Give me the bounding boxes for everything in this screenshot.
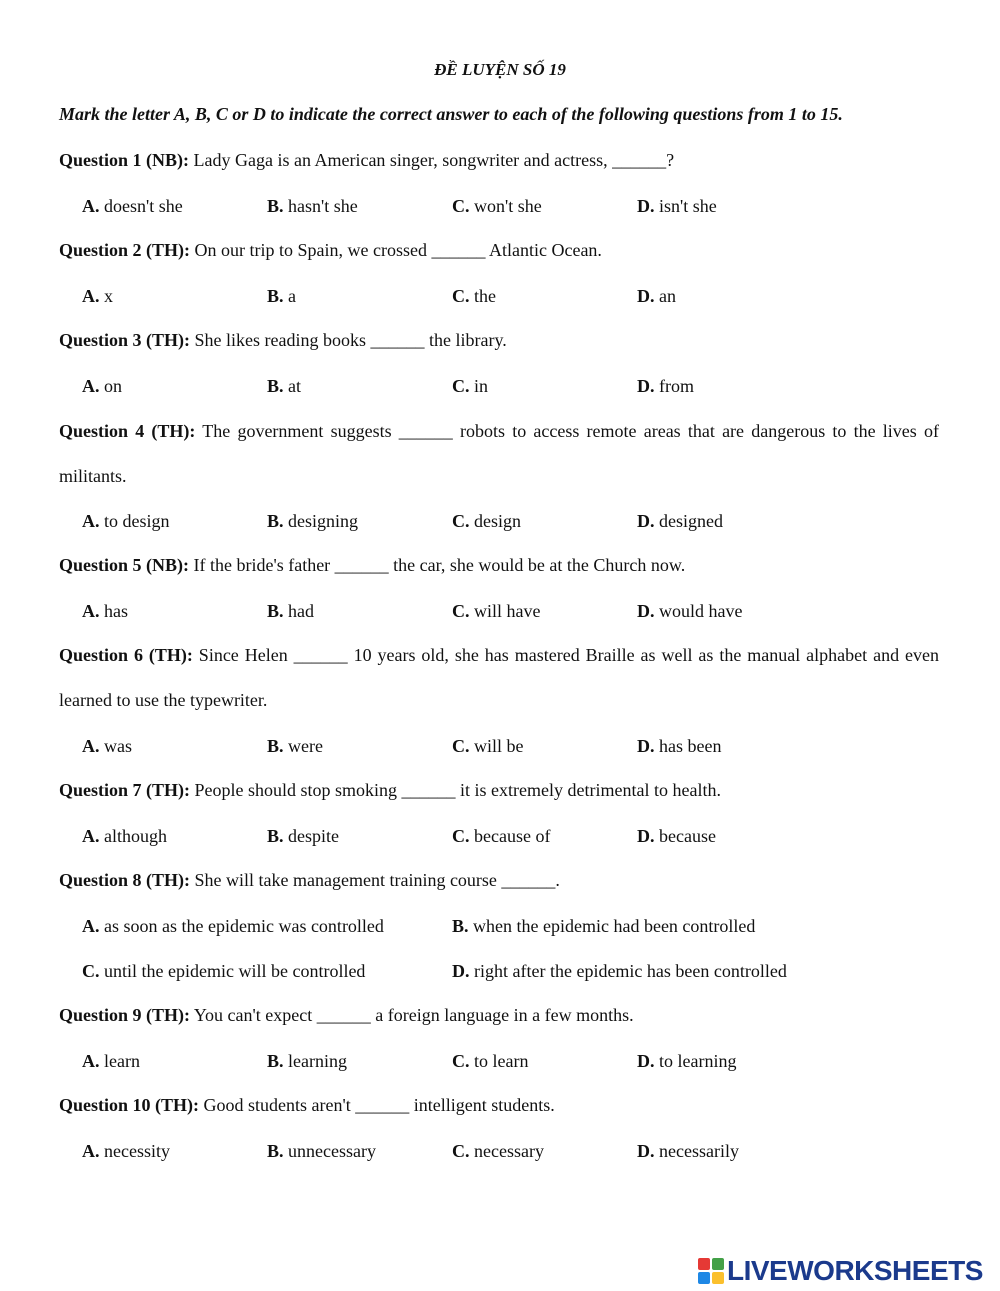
q6-option-c[interactable]: C. will be bbox=[452, 736, 524, 756]
question-5 bbox=[59, 543, 939, 588]
q4-option-d[interactable]: D. designed bbox=[637, 511, 723, 531]
q1-option-c[interactable]: C. won't she bbox=[452, 196, 542, 216]
q9-option-b[interactable]: B. learning bbox=[267, 1051, 347, 1071]
q8-option-a[interactable]: A. as soon as the epidemic was controlled bbox=[82, 916, 384, 936]
q5-option-b[interactable]: B. had bbox=[267, 601, 315, 621]
q3-option-d[interactable]: D. from bbox=[637, 376, 694, 396]
question-7 bbox=[59, 768, 939, 813]
q2-option-d[interactable]: D. an bbox=[637, 286, 676, 306]
q4-option-a[interactable]: A. to design bbox=[82, 511, 170, 531]
q3-option-a[interactable]: A. on bbox=[82, 376, 122, 396]
q7-option-d[interactable]: D. because bbox=[637, 826, 716, 846]
q7-option-c[interactable]: C. because of bbox=[452, 826, 551, 846]
question-9 bbox=[59, 993, 939, 1038]
q5-option-c[interactable]: C. will have bbox=[452, 601, 541, 621]
q2-option-a[interactable]: A. x bbox=[82, 286, 113, 306]
question-label: Question 5 (NB): bbox=[59, 555, 189, 575]
q6-option-a[interactable]: A. was bbox=[82, 736, 132, 756]
q7-option-a[interactable]: A. although bbox=[82, 826, 167, 846]
q9-option-c[interactable]: C. to learn bbox=[452, 1051, 529, 1071]
liveworksheets-logo[interactable] bbox=[698, 1254, 983, 1288]
page-title: ĐỀ LUYỆN SỐ 19 bbox=[434, 60, 566, 79]
q6-option-d[interactable]: D. has been bbox=[637, 736, 722, 756]
q4-option-c[interactable]: C. design bbox=[452, 511, 521, 531]
question-label: Question 4 (TH): bbox=[59, 421, 196, 441]
question-10 bbox=[59, 1083, 939, 1128]
q9-option-a[interactable]: A. learn bbox=[82, 1051, 140, 1071]
question-text: Since Helen ______ 10 years old, she has mastered Braille as well as the manual alphabet and even learned to use the typewriter. bbox=[59, 645, 939, 710]
question-2 bbox=[59, 228, 939, 273]
q3-option-c[interactable]: C. in bbox=[452, 376, 489, 396]
q5-option-a[interactable]: A. has bbox=[82, 601, 128, 621]
instructions: Mark the letter A, B, C or D to indicate the correct answer to each of the following questions from 1 to 15. bbox=[59, 104, 843, 124]
q8-option-c[interactable]: C. until the epidemic will be controlled bbox=[82, 961, 366, 981]
question-label: Question 8 (TH): bbox=[59, 870, 191, 890]
q2-option-c[interactable]: C. the bbox=[452, 286, 496, 306]
q7-option-b[interactable]: B. despite bbox=[267, 826, 340, 846]
q1-option-a[interactable]: A. doesn't she bbox=[82, 196, 183, 216]
q1-option-d[interactable]: D. isn't she bbox=[637, 196, 717, 216]
question-text: The government suggests ______ robots to access remote areas that are dangerous to the lives of militants. bbox=[59, 421, 939, 486]
q8-option-b[interactable]: B. when the epidemic had been controlled bbox=[452, 916, 756, 936]
q5-option-d[interactable]: D. would have bbox=[637, 601, 743, 621]
q6-option-b[interactable]: B. were bbox=[267, 736, 323, 756]
question-text: She likes reading books ______ the library. bbox=[190, 330, 507, 350]
question-6 bbox=[59, 633, 939, 723]
q4-option-b[interactable]: B. designing bbox=[267, 511, 359, 531]
question-8 bbox=[59, 858, 939, 903]
question-label: Question 9 (TH): bbox=[59, 1005, 191, 1025]
question-label: Question 3 (TH): bbox=[59, 330, 191, 350]
question-3 bbox=[59, 318, 939, 363]
question-4 bbox=[59, 409, 939, 499]
question-label: Question 7 (TH): bbox=[59, 780, 191, 800]
q10-option-d[interactable]: D. necessarily bbox=[637, 1141, 739, 1161]
question-label: Question 10 (TH): bbox=[59, 1095, 200, 1115]
question-1 bbox=[59, 138, 939, 183]
question-label: Question 2 (TH): bbox=[59, 240, 191, 260]
question-text: On our trip to Spain, we crossed ______ Atlantic Ocean. bbox=[190, 240, 602, 260]
question-text: People should stop smoking ______ it is extremely detrimental to health. bbox=[190, 780, 721, 800]
liveworksheets-logo-icon bbox=[698, 1258, 724, 1284]
question-text: She will take management training course ______. bbox=[190, 870, 560, 890]
logo-text: LIVEWORKSHEETS bbox=[727, 1255, 983, 1286]
question-label: Question 6 (TH): bbox=[59, 645, 193, 665]
question-text: Good students aren't ______ intelligent students. bbox=[199, 1095, 555, 1115]
question-text: If the bride's father ______ the car, she would be at the Church now. bbox=[189, 555, 686, 575]
q10-option-c[interactable]: C. necessary bbox=[452, 1141, 544, 1161]
q1-option-b[interactable]: B. hasn't she bbox=[267, 196, 358, 216]
q3-option-b[interactable]: B. at bbox=[267, 376, 302, 396]
question-label: Question 1 (NB): bbox=[59, 150, 189, 170]
q8-option-d[interactable]: D. right after the epidemic has been controlled bbox=[452, 961, 787, 981]
q10-option-a[interactable]: A. necessity bbox=[82, 1141, 170, 1161]
question-text: Lady Gaga is an American singer, songwriter and actress, ______? bbox=[189, 150, 675, 170]
q2-option-b[interactable]: B. a bbox=[267, 286, 297, 306]
q10-option-b[interactable]: B. unnecessary bbox=[267, 1141, 376, 1161]
q9-option-d[interactable]: D. to learning bbox=[637, 1051, 737, 1071]
question-text: You can't expect ______ a foreign language in a few months. bbox=[190, 1005, 634, 1025]
